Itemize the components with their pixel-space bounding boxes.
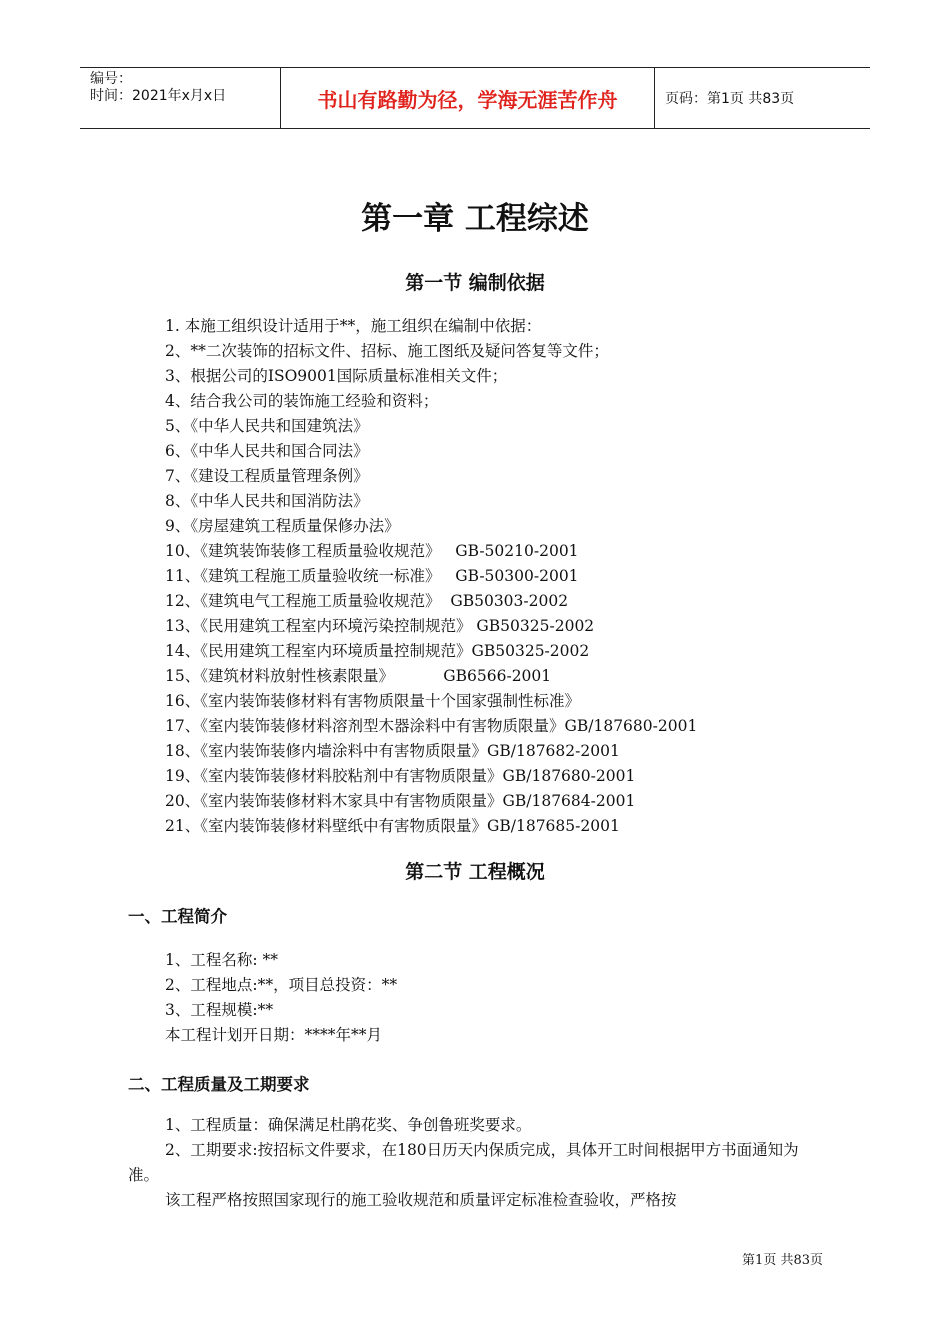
list-item: 7、《建设工程质量管理条例》: [165, 467, 369, 485]
page-footer: 第1页 共83页: [742, 1253, 823, 1268]
quality-line: 1、工程质量：确保满足杜鹃花奖、争创鲁班奖要求。: [165, 1116, 532, 1134]
list-item: 16、《室内装饰装修材料有害物质限量十个国家强制性标准》: [165, 692, 580, 710]
section-title-basis: 第一节 编制依据: [405, 272, 545, 294]
document-date: 时间：2021年x月x日: [90, 88, 227, 104]
list-item: 21、《室内装饰装修材料壁纸中有害物质限量》GB/187685-2001: [165, 817, 620, 835]
list-item: 3、根据公司的ISO9001国际质量标准相关文件；: [165, 367, 508, 385]
list-item: 13、《民用建筑工程室内环境污染控制规范》 GB50325-2002: [165, 617, 595, 635]
list-item: 3、工程规模:**: [165, 1001, 274, 1019]
list-item: 4、结合我公司的装饰施工经验和资料；: [165, 392, 439, 410]
list-item: 17、《室内装饰装修材料溶剂型木器涂料中有害物质限量》GB/187680-2001: [165, 717, 698, 735]
list-item: 10、《建筑装饰装修工程质量验收规范》 GB-50210-2001: [165, 542, 579, 560]
subheading-quality-schedule: 二、工程质量及工期要求: [128, 1075, 310, 1094]
list-item: 15、《建筑材料放射性核素限量》 GB6566-2001: [165, 667, 552, 685]
chapter-title: 第一章 工程综述: [361, 201, 589, 237]
project-intro-list: [165, 948, 397, 1048]
list-item: 14、《民用建筑工程室内环境质量控制规范》GB50325-2002: [165, 642, 590, 660]
section-title-overview: 第二节 工程概况: [405, 861, 545, 883]
header-motto: 书山有路勤为径，学海无涯苦作舟: [281, 68, 655, 128]
page-header: [80, 67, 870, 129]
list-item: 2、**二次装饰的招标文件、招标、施工图纸及疑问答复等文件；: [165, 342, 609, 360]
list-item: 本工程计划开日期：****年**月: [165, 1026, 383, 1044]
header-page-number: 页码：第1页 共83页: [665, 91, 795, 107]
list-item: 2、工程地点:**，项目总投资：**: [165, 976, 398, 994]
document-number-label: 编号：: [90, 71, 132, 87]
list-item: 1. 本施工组织设计适用于**，施工组织在编制中依据：: [165, 317, 542, 335]
header-meta: [80, 68, 281, 128]
list-item: 8、《中华人民共和国消防法》: [165, 492, 369, 510]
inspection-paragraph: 该工程严格按照国家现行的施工验收规范和质量评定标准检查验收，严格按: [165, 1191, 677, 1209]
list-item: 11、《建筑工程施工质量验收统一标准》 GB-50300-2001: [165, 567, 579, 585]
list-item: 1、工程名称: **: [165, 951, 279, 969]
list-item: 18、《室内装饰装修内墙涂料中有害物质限量》GB/187682-2001: [165, 742, 620, 760]
schedule-paragraph: 2、工期要求:按招标文件要求，在180日历天内保质完成，具体开工时间根据甲方书面通知为准。: [128, 1141, 799, 1184]
list-item: 5、《中华人民共和国建筑法》: [165, 417, 369, 435]
list-item: 19、《室内装饰装修材料胶粘剂中有害物质限量》GB/187680-2001: [165, 767, 636, 785]
list-item: 20、《室内装饰装修材料木家具中有害物质限量》GB/187684-2001: [165, 792, 636, 810]
list-item: 6、《中华人民共和国合同法》: [165, 442, 369, 460]
basis-list: [165, 314, 697, 839]
subheading-project-intro: 一、工程简介: [128, 907, 227, 926]
list-item: 12、《建筑电气工程施工质量验收规范》 GB50303-2002: [165, 592, 569, 610]
list-item: 9、《房屋建筑工程质量保修办法》: [165, 517, 400, 535]
